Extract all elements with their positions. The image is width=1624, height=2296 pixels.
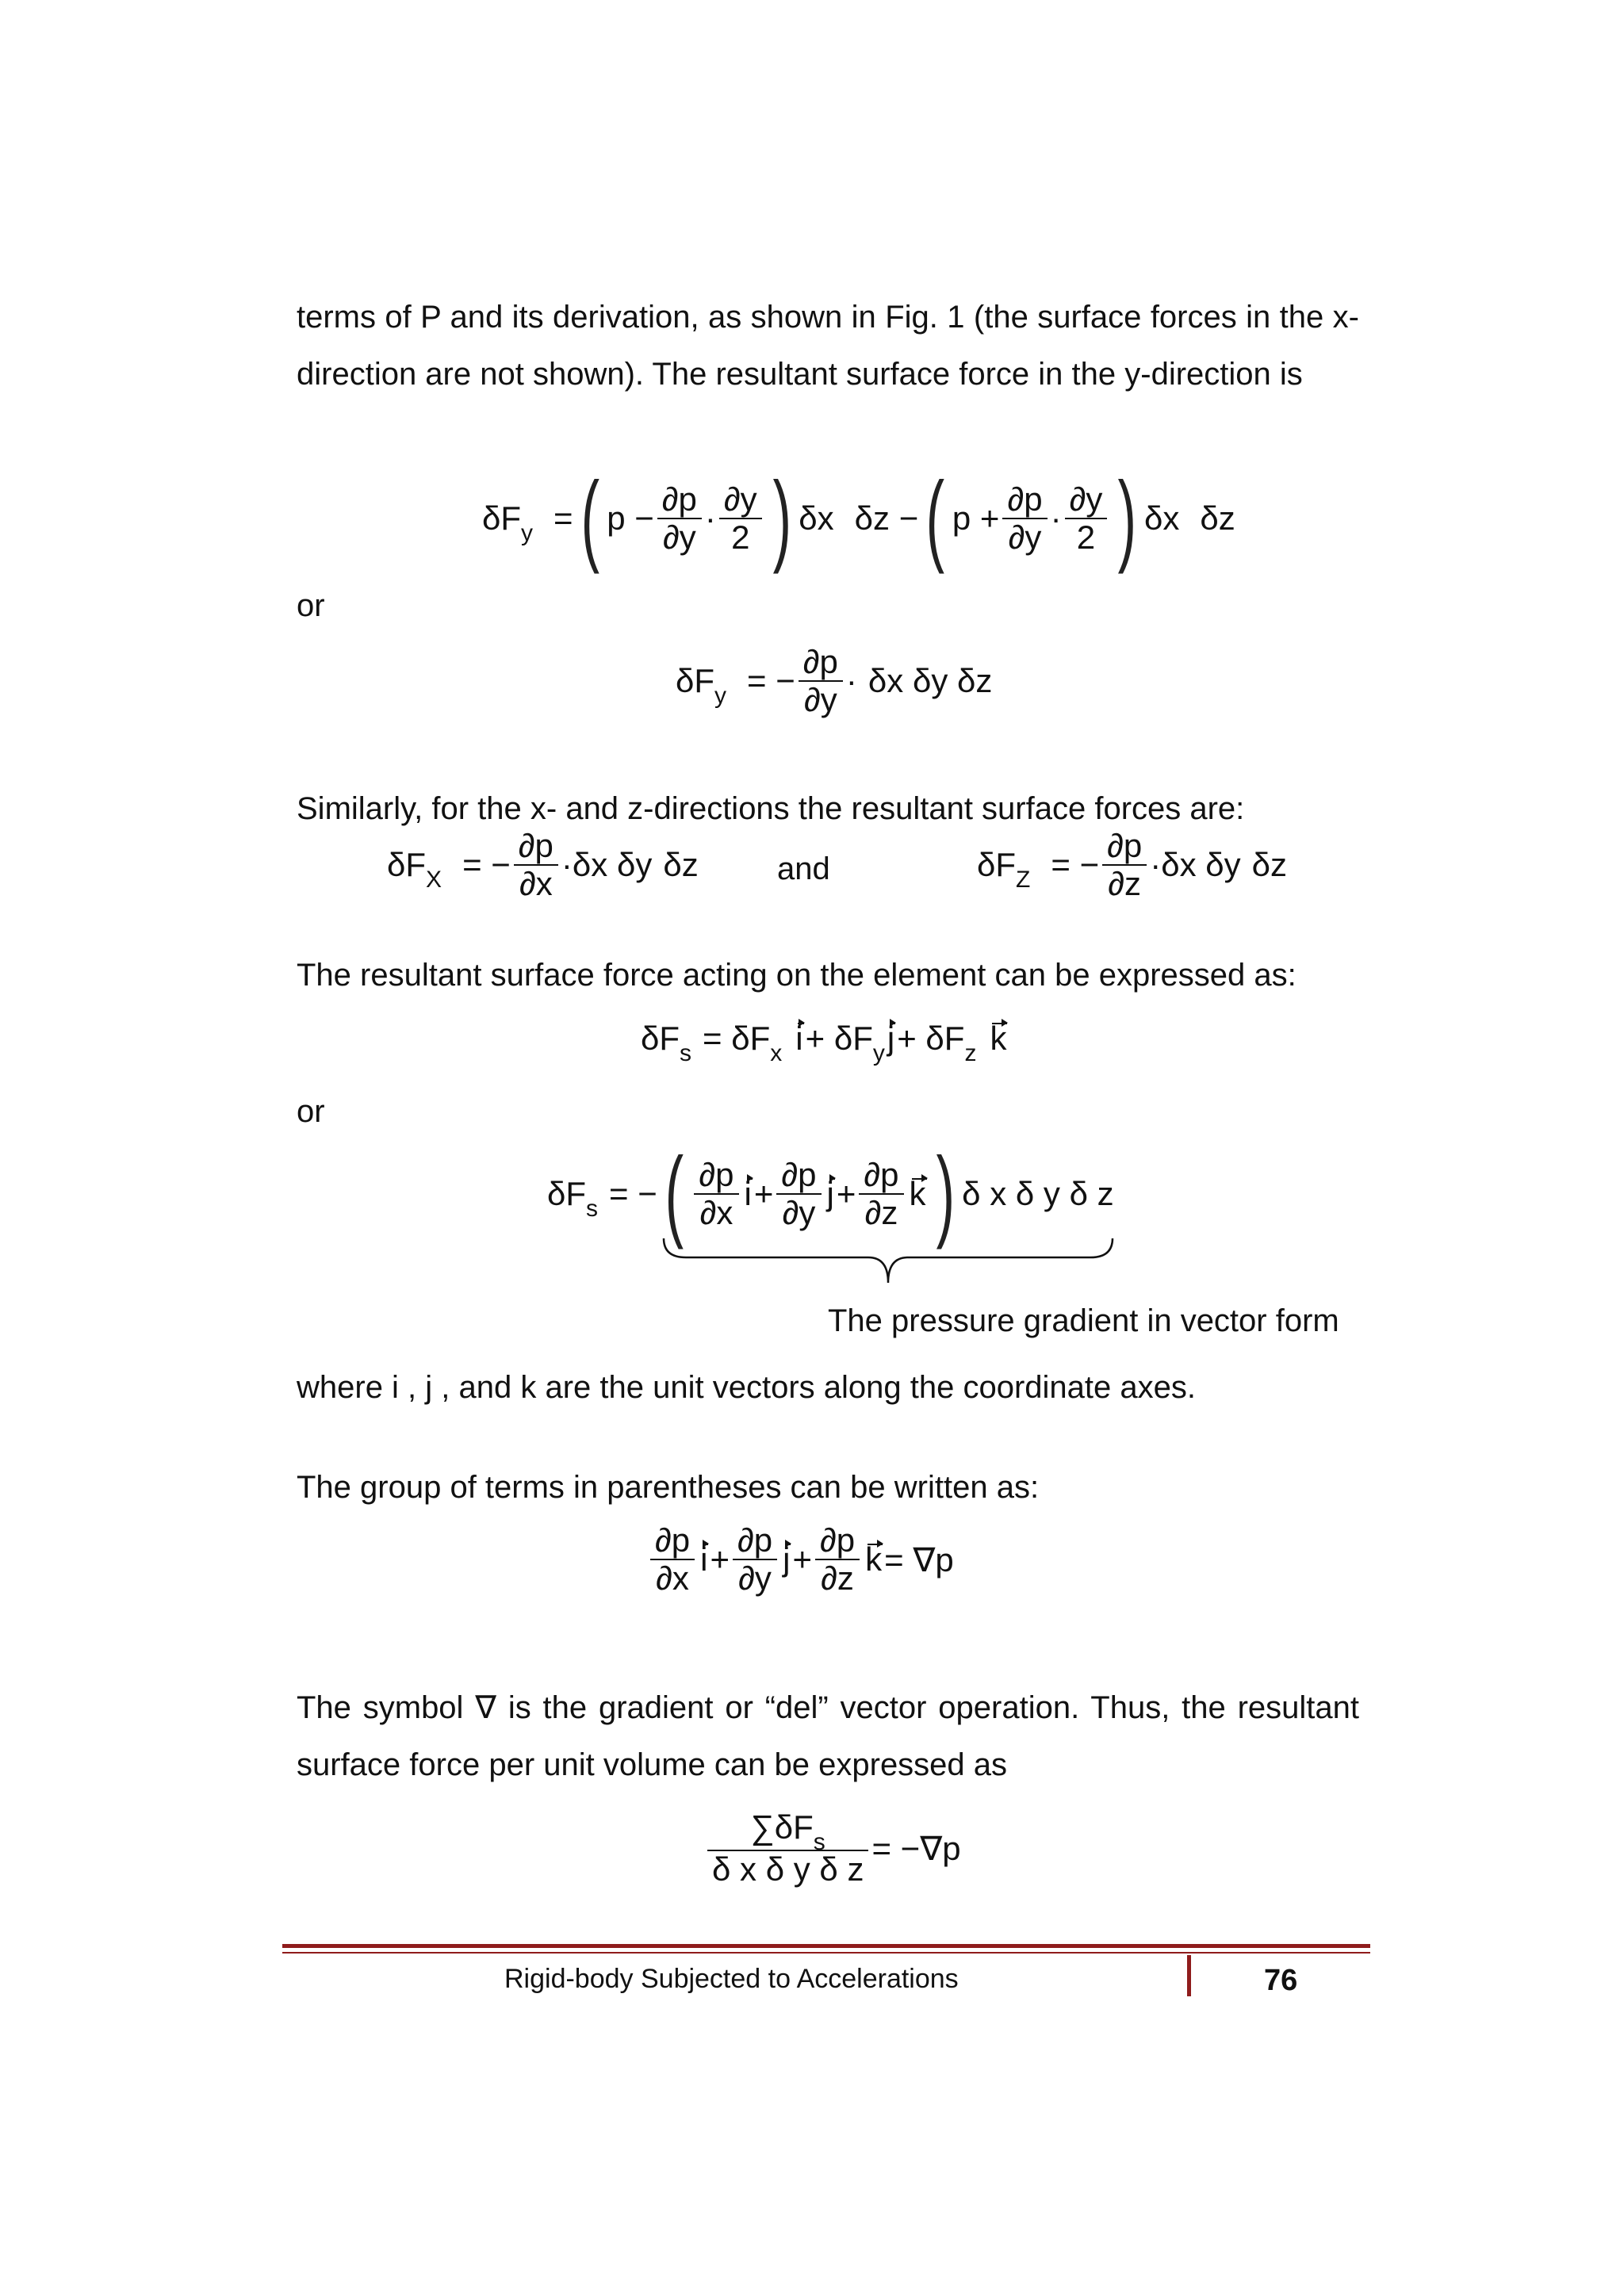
text-and: and: [777, 851, 830, 886]
brace-label: The pressure gradient in vector form: [828, 1303, 1339, 1338]
equation-del-p: $\frac{\partial p}{\partial x}$ i + $\frac{\partial p}{\partial y}$ j + $\frac{\partial p}{\partial z}$ k = ∇p: [647, 1522, 954, 1597]
footer-separator: [1187, 1955, 1191, 1996]
footer-rule-thin: [282, 1952, 1370, 1954]
footer-title: Rigid-body Subjected to Accelerations: [504, 1964, 959, 1994]
equation-Fs-components: $\delta F_s$ = $\delta F_x$ i + $\delta F_y$ j + $\delta F_z$ k: [641, 1020, 1009, 1058]
text-similarly: Similarly, for the x- and z-directions the resultant surface forces are:: [297, 791, 1245, 826]
equation-dFy: $\delta F_y$ = − $\frac{\partial p}{\partial y}$ · δx δy δz: [676, 643, 993, 718]
equation-force-per-volume: $\frac{\sum\delta F_s}{\text{δ x δ y δ z}}$ = −∇p: [704, 1809, 961, 1888]
equation-dFz: $\delta F_Z$ = − $\frac{\partial p}{\partial z}$ · δx δy δz: [977, 827, 1288, 902]
text-resultant: The resultant surface force acting on the element can be expressed as:: [297, 958, 1297, 993]
page-number: 76: [1264, 1964, 1298, 1997]
text-where: where i , j , and k are the unit vectors along the coordinate axes.: [297, 1370, 1196, 1405]
equation-Fs-gradient: $\delta F_s$ = − ( $\frac{\partial p}{\partial x}$ i + $\frac{\partial p}{\partial y}$ j + $\frac{\partial p}{\partial z}$ k ) δ x δ y δ z: [547, 1137, 1114, 1250]
underbrace: [662, 1235, 1114, 1291]
paragraph-symbol: The symbol ∇ is the gradient or “del” vector operation. Thus, the resultant surface force per unit volume can be expressed as: [297, 1690, 1359, 1782]
text-or-1: or: [297, 588, 325, 623]
text-group: The group of terms in parentheses can be written as:: [297, 1470, 1040, 1505]
text-or-2: or: [297, 1094, 325, 1129]
paragraph-intro: terms of P and its derivation, as shown in Fig. 1 (the surface forces in the x-direction are not shown). The resultant surface force in the y-direction is: [297, 300, 1359, 392]
equation-dFx: $\delta F_X$ = − $\frac{\partial p}{\partial x}$ · δx δy δz: [387, 827, 699, 902]
footer-rule-thick: [282, 1944, 1370, 1948]
equation-dFy-expanded: $\delta F_y$ = ( p − $\frac{\partial p}{\partial y}$ · $\frac{\partial y}{2}$ ) δx δz − ( p + $\frac{\partial p}{\partial y}$ · $\frac{\partial y}{2}$ ) δx δz: [482, 461, 1235, 575]
